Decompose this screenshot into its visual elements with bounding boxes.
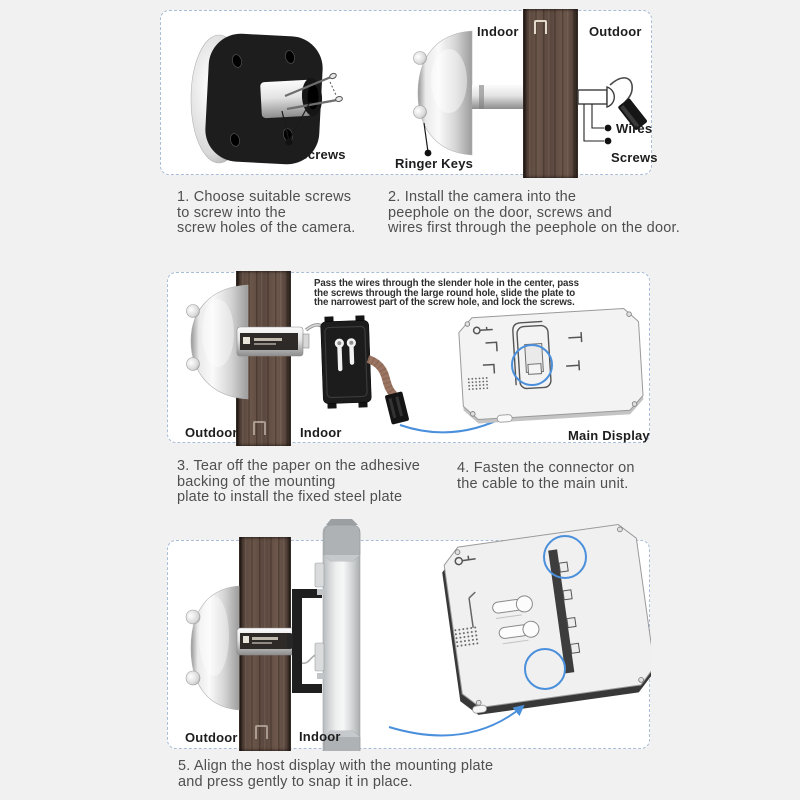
caption-line: to screw into the xyxy=(177,204,286,221)
caption-line: plate to install the fixed steel plate xyxy=(177,489,403,505)
display-side-illustration xyxy=(315,519,360,751)
indoor-label: Indoor xyxy=(477,24,519,39)
caption-line: 4. Fasten the connector on xyxy=(457,460,635,476)
outdoor-label: Outdoor xyxy=(589,24,642,39)
camera-back-illustration xyxy=(191,32,343,166)
caption-line: 1. Choose suitable screws xyxy=(177,189,352,205)
caption-line: the cable to the main unit. xyxy=(457,475,629,492)
caption-line: and press gently to snap it in place. xyxy=(178,773,413,790)
ribbon-cable-illustration xyxy=(368,359,409,425)
caption-line: peephole on the door, screws and xyxy=(388,204,613,221)
outdoor-label: Outdoor xyxy=(185,730,238,745)
screws-label: Screws xyxy=(299,147,346,162)
caption-line: 2. Install the camera into the xyxy=(388,189,577,205)
caption-line: wires first through the peephole on the door. xyxy=(388,220,680,236)
panel-step1-2 xyxy=(160,10,658,175)
step3-caption xyxy=(177,459,420,506)
note-line: Pass the wires through the slender hole in the center, pass xyxy=(314,278,579,289)
install-note xyxy=(314,279,579,308)
step1-2-drawing xyxy=(161,11,653,176)
step2-caption xyxy=(388,190,680,237)
caption-line: 3. Tear off the paper on the adhesive xyxy=(177,458,421,474)
panel-step3-4 xyxy=(167,272,650,443)
indoor-label: Indoor xyxy=(299,729,341,744)
mounting-bracket-illustration xyxy=(287,589,322,693)
panel-step5 xyxy=(167,540,650,749)
ringer-keys-label: Ringer Keys xyxy=(395,156,474,171)
camera-outdoor-illustration xyxy=(186,586,239,710)
main-display-label: Main Display xyxy=(568,428,650,443)
note-line: the narrowest part of the screw hole, and lock the screws. xyxy=(314,297,575,309)
caption-line: 5. Align the host display with the mounting plate xyxy=(178,758,494,774)
camera-barrel-illustration xyxy=(237,327,309,356)
wires-label: Wires xyxy=(616,121,653,136)
caption-line: screw holes of the camera. xyxy=(177,220,356,236)
step4-caption xyxy=(457,461,635,492)
indoor-label: Indoor xyxy=(300,425,342,440)
caption-line: backing of the mounting xyxy=(177,473,336,490)
step5-drawing xyxy=(168,517,651,751)
mounting-plate-illustration xyxy=(320,315,371,409)
step1-caption xyxy=(177,190,355,237)
note-line: the screws through the large round hole, slide the plate to xyxy=(314,287,576,299)
outdoor-label: Outdoor xyxy=(185,425,238,440)
camera-indoor-illustration xyxy=(414,31,524,156)
step5-caption xyxy=(178,759,493,790)
screws-right-label: Screws xyxy=(611,150,658,165)
